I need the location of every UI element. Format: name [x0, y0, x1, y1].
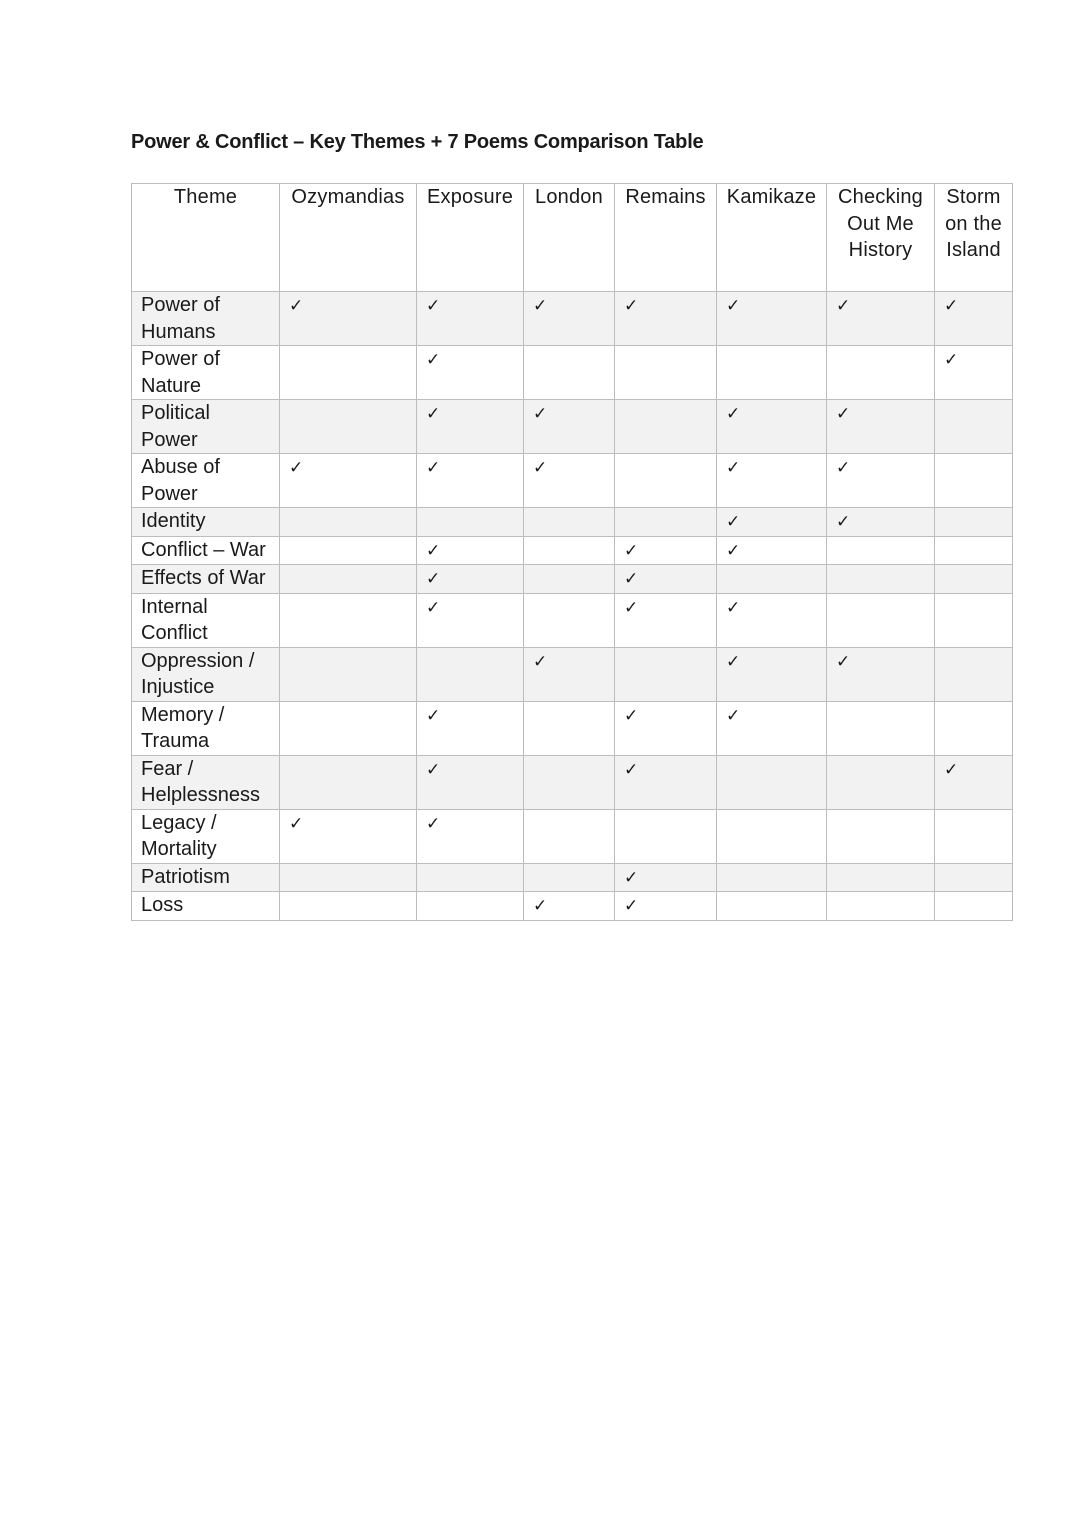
check-cell — [524, 400, 615, 454]
check-cell — [524, 454, 615, 508]
check-cell — [417, 701, 524, 755]
check-cell — [717, 454, 827, 508]
header-poem: Storm on the Island — [935, 184, 1013, 292]
check-cell — [827, 809, 935, 863]
theme-cell: Abuse of Power — [132, 454, 280, 508]
check-cell — [280, 701, 417, 755]
check-cell — [935, 863, 1013, 892]
check-cell — [827, 565, 935, 594]
check-icon: ✓ — [944, 350, 959, 370]
check-icon: ✓ — [289, 296, 304, 316]
theme-cell: Power of Nature — [132, 346, 280, 400]
theme-cell: Identity — [132, 508, 280, 537]
check-icon: ✓ — [624, 540, 639, 561]
check-icon: ✓ — [426, 404, 441, 424]
check-cell — [717, 565, 827, 594]
page-title: Power & Conflict – Key Themes + 7 Poems Comparison Table — [131, 131, 704, 153]
check-icon: ✓ — [289, 813, 304, 834]
check-icon: ✓ — [836, 458, 851, 478]
check-cell — [935, 536, 1013, 565]
check-cell — [615, 346, 717, 400]
check-icon: ✓ — [426, 813, 441, 834]
check-cell — [280, 565, 417, 594]
check-icon: ✓ — [533, 404, 548, 424]
check-cell — [524, 809, 615, 863]
check-cell — [615, 565, 717, 594]
check-cell — [827, 454, 935, 508]
theme-cell: Internal Conflict — [132, 593, 280, 647]
check-cell — [524, 647, 615, 701]
check-icon: ✓ — [624, 705, 639, 726]
table-row — [132, 863, 1013, 892]
table-row — [132, 593, 1013, 647]
check-cell — [524, 755, 615, 809]
check-icon: ✓ — [624, 569, 639, 589]
check-cell — [935, 346, 1013, 400]
check-cell — [417, 346, 524, 400]
check-cell — [717, 346, 827, 400]
check-cell — [935, 809, 1013, 863]
table-row — [132, 536, 1013, 565]
check-icon: ✓ — [836, 296, 851, 316]
header-poem: Exposure — [417, 184, 524, 292]
check-cell — [417, 565, 524, 594]
check-cell — [615, 892, 717, 921]
check-cell — [280, 755, 417, 809]
table-row — [132, 508, 1013, 537]
check-cell — [524, 508, 615, 537]
check-icon: ✓ — [944, 759, 959, 780]
check-icon: ✓ — [533, 896, 548, 916]
theme-cell: Legacy / Mortality — [132, 809, 280, 863]
table-body — [132, 292, 1013, 921]
check-cell — [717, 647, 827, 701]
table-row — [132, 809, 1013, 863]
check-cell — [717, 892, 827, 921]
check-cell — [935, 508, 1013, 537]
table-row — [132, 892, 1013, 921]
check-cell — [615, 701, 717, 755]
table-row — [132, 454, 1013, 508]
check-cell — [615, 863, 717, 892]
check-cell — [524, 863, 615, 892]
check-cell — [280, 809, 417, 863]
check-icon: ✓ — [726, 651, 741, 672]
check-icon: ✓ — [726, 597, 741, 618]
check-cell — [280, 536, 417, 565]
check-cell — [827, 536, 935, 565]
check-cell — [935, 565, 1013, 594]
check-icon: ✓ — [426, 296, 441, 316]
check-cell — [717, 536, 827, 565]
check-cell — [615, 454, 717, 508]
check-icon: ✓ — [726, 404, 741, 424]
check-cell — [827, 892, 935, 921]
check-icon: ✓ — [624, 867, 639, 888]
table-row — [132, 647, 1013, 701]
check-cell — [417, 292, 524, 346]
check-cell — [524, 346, 615, 400]
comparison-table — [131, 183, 1013, 921]
check-cell — [717, 593, 827, 647]
check-cell — [417, 809, 524, 863]
table-row — [132, 565, 1013, 594]
check-icon: ✓ — [426, 597, 441, 618]
check-cell — [717, 755, 827, 809]
theme-cell: Effects of War — [132, 565, 280, 594]
check-cell — [280, 508, 417, 537]
check-cell — [935, 701, 1013, 755]
header-poem: Kamikaze — [717, 184, 827, 292]
check-cell — [935, 755, 1013, 809]
check-icon: ✓ — [944, 296, 959, 316]
theme-cell: Memory / Trauma — [132, 701, 280, 755]
check-cell — [524, 292, 615, 346]
check-icon: ✓ — [426, 350, 441, 370]
check-cell — [827, 292, 935, 346]
check-cell — [935, 892, 1013, 921]
table-row — [132, 701, 1013, 755]
check-cell — [417, 863, 524, 892]
theme-cell: Power of Humans — [132, 292, 280, 346]
check-cell — [280, 292, 417, 346]
theme-cell: Oppression / Injustice — [132, 647, 280, 701]
check-cell — [615, 536, 717, 565]
check-cell — [717, 863, 827, 892]
check-cell — [827, 508, 935, 537]
check-icon: ✓ — [533, 651, 548, 672]
check-icon: ✓ — [726, 458, 741, 478]
check-cell — [827, 755, 935, 809]
check-icon: ✓ — [726, 296, 741, 316]
check-cell — [524, 593, 615, 647]
check-icon: ✓ — [726, 512, 741, 532]
check-cell — [524, 536, 615, 565]
check-icon: ✓ — [836, 512, 851, 532]
check-cell — [717, 809, 827, 863]
check-icon: ✓ — [426, 540, 441, 561]
table-row — [132, 292, 1013, 346]
check-cell — [717, 292, 827, 346]
check-cell — [827, 346, 935, 400]
check-cell — [417, 755, 524, 809]
header-poem: Remains — [615, 184, 717, 292]
header-poem: London — [524, 184, 615, 292]
check-cell — [615, 755, 717, 809]
theme-cell: Patriotism — [132, 863, 280, 892]
check-icon: ✓ — [533, 296, 548, 316]
check-icon: ✓ — [726, 540, 741, 561]
check-cell — [935, 454, 1013, 508]
check-cell — [827, 701, 935, 755]
check-icon: ✓ — [836, 404, 851, 424]
check-icon: ✓ — [533, 458, 548, 478]
check-cell — [417, 536, 524, 565]
check-icon: ✓ — [624, 896, 639, 916]
check-cell — [935, 400, 1013, 454]
check-cell — [615, 647, 717, 701]
check-cell — [615, 508, 717, 537]
check-cell — [935, 593, 1013, 647]
check-cell — [280, 593, 417, 647]
check-cell — [717, 701, 827, 755]
check-icon: ✓ — [624, 759, 639, 780]
check-cell — [280, 346, 417, 400]
check-cell — [615, 400, 717, 454]
check-cell — [827, 647, 935, 701]
check-cell — [524, 565, 615, 594]
check-icon: ✓ — [426, 759, 441, 780]
check-cell — [827, 863, 935, 892]
check-cell — [524, 892, 615, 921]
check-cell — [935, 292, 1013, 346]
header-row — [132, 184, 1013, 292]
check-icon: ✓ — [426, 705, 441, 726]
check-cell — [417, 647, 524, 701]
check-cell — [827, 400, 935, 454]
check-cell — [717, 508, 827, 537]
header-theme: Theme — [132, 184, 280, 292]
table-row — [132, 755, 1013, 809]
check-icon: ✓ — [426, 569, 441, 589]
table-row — [132, 346, 1013, 400]
check-cell — [417, 508, 524, 537]
theme-cell: Fear / Helplessness — [132, 755, 280, 809]
theme-cell: Conflict – War — [132, 536, 280, 565]
check-icon: ✓ — [726, 705, 741, 726]
check-cell — [280, 454, 417, 508]
check-icon: ✓ — [624, 597, 639, 618]
header-poem: Ozymandias — [280, 184, 417, 292]
check-cell — [280, 892, 417, 921]
check-cell — [280, 400, 417, 454]
check-icon: ✓ — [624, 296, 639, 316]
check-cell — [827, 593, 935, 647]
check-cell — [717, 400, 827, 454]
check-icon: ✓ — [426, 458, 441, 478]
check-cell — [935, 647, 1013, 701]
check-cell — [280, 647, 417, 701]
header-poem: Checking Out Me History — [827, 184, 935, 292]
check-cell — [417, 400, 524, 454]
check-cell — [615, 292, 717, 346]
check-cell — [615, 809, 717, 863]
check-cell — [280, 863, 417, 892]
check-cell — [417, 892, 524, 921]
theme-cell: Loss — [132, 892, 280, 921]
check-cell — [615, 593, 717, 647]
check-cell — [524, 701, 615, 755]
theme-cell: Political Power — [132, 400, 280, 454]
table-row — [132, 400, 1013, 454]
check-cell — [417, 454, 524, 508]
check-cell — [417, 593, 524, 647]
check-icon: ✓ — [289, 458, 304, 478]
check-icon: ✓ — [836, 651, 851, 672]
